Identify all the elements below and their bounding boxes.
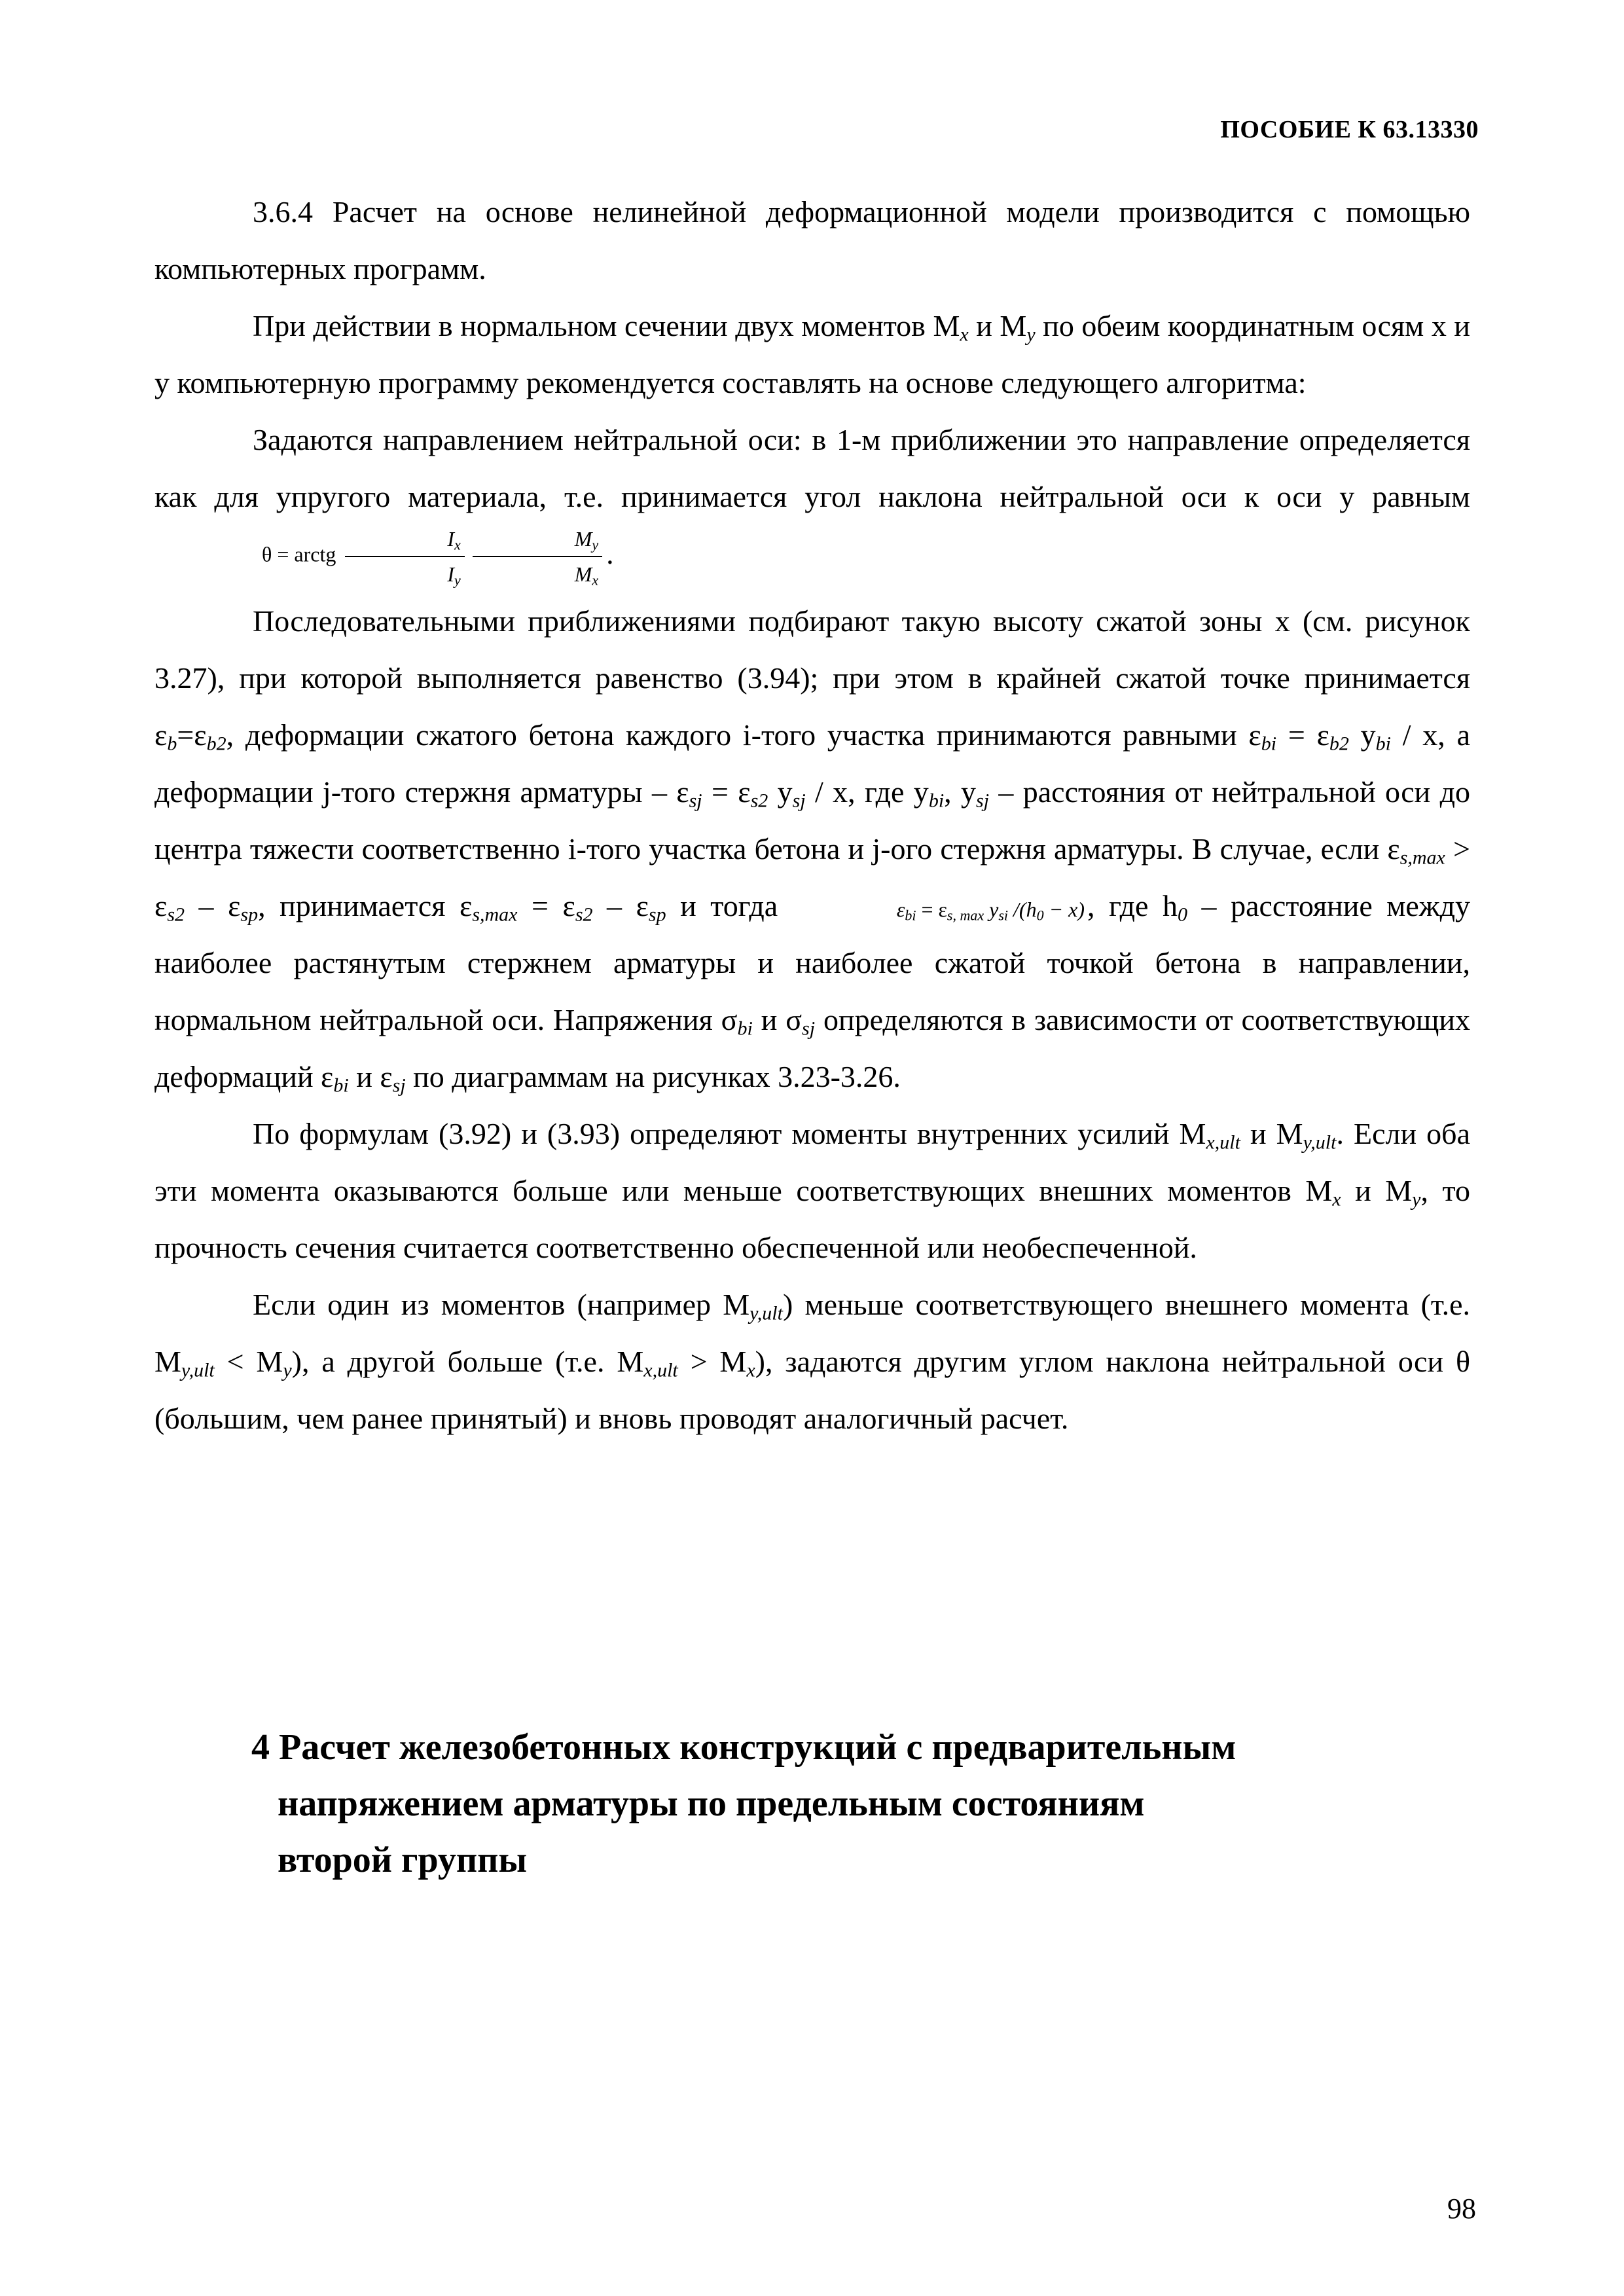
heading-line-2: напряжением арматуры по предельным состояниям [278, 1783, 1145, 1824]
page-number: 98 [1447, 2193, 1476, 2225]
heading-line-3: второй группы [278, 1840, 528, 1880]
moment-fraction: $\frac{M_y}{M_x}$ [473, 528, 602, 585]
heading-line-1: 4 Расчет железобетонных конструкций с предварительным [251, 1727, 1236, 1768]
paragraph-1: 3.6.4 Расчет на основе нелинейной деформационной модели производится с помощью компьютерных программ. [154, 195, 1470, 285]
paragraph-3: Задаются направлением нейтральной оси: в 1-м приближении это направление определяется как для упругого материала, т.е. принимается угол наклона нейтральной оси к оси у равным θ = arctg $\frac{I_x}{I_y}$ $\frac{M_y}{M_x}$ . [154, 423, 1470, 589]
paragraph-4: Последовательными приближениями подбирают такую высоту сжатой зоны x (см. рисунок 3.27), при которой выполняется равенство (3.94); при этом в крайней сжатой точке принимается $\varepsilon_b=\varepsilon_{b2}$, деформации сжатого бетона каждого i-того участка принимаются равными $\varepsilon_{bi} = \varepsilon_{b2}$ $y_{bi}$ / x, а деформации j-того стержня арматуры – $\varepsilon_{sj} = \varepsilon_{s2}$ $y_{sj}$ / x, где $y_{bi}$, $y_{sj}$ – расстояния от нейтральной оси до центра тяжести соответственно i-того участка бетона и j-ого стержня арматуры. В случае, если $\varepsilon_{s,max} > \varepsilon_{s2} - \varepsilon_{sp}$, принимается $\varepsilon_{s,max} = \varepsilon_{s2} - \varepsilon_{sp}$ и тогда $\varepsilon_{bi} = \varepsilon_{s, max}$ $y_{si}$ $/(h_0 - x)$, где $h_0$ – расстояние между наиболее растянутым стержнем арматуры и наиболее сжатой точкой бетона в направлении, нормальном нейтральной оси. Напряжения $\sigma_{bi}$ и $\sigma_{sj}$ определяются в зависимости от соответствующих деформаций $\varepsilon_{bi}$ и $\varepsilon_{sj}$ по диаграммам на рисунках 3.23-3.26. [154, 604, 1470, 1097]
paragraph-6: Если один из моментов (например $M_{y,ult}$) меньше соответствующего внешнего момента (т.е. $M_{y,ult} < M_y$), а другой больше (т.е. $M_{x,ult} > M_x$), задаются другим углом наклона нейтральной оси θ (большим, чем ранее принятый) и вновь проводят аналогичный расчет. [154, 1288, 1470, 1436]
epsilon-formula: $\varepsilon_{bi} = \varepsilon_{s, max}$ $y_{si}$ $/(h_0 - x)$ [896, 897, 1085, 924]
running-header: ПОСОБИЕ К 63.13330 [1220, 116, 1479, 143]
inertia-fraction: $\frac{I_x}{I_y}$ [345, 528, 464, 585]
paragraph-5: По формулам (3.92) и (3.93) определяют моменты внутренних усилий $M_{x,ult}$ и $M_{y,ult}$. Если оба эти момента оказываются больше или меньше соответствующих внешних моментов $M_x$ и $M_y$, то прочность сечения считается соответственно обеспеченной или необеспеченной. [154, 1117, 1471, 1265]
theta-formula: θ = arctg $\frac{I_x}{I_y}$ $\frac{M_y}{M_x}$ [164, 528, 606, 585]
paragraph-2: При действии в нормальном сечении двух моментов $M_x$ и $M_y$ по обеим координатным осям x и y компьютерную программу рекомендуется составлять на основе следующего алгоритма: [154, 309, 1470, 399]
body-text [154, 183, 1470, 1447]
section-heading [251, 1719, 1469, 1888]
